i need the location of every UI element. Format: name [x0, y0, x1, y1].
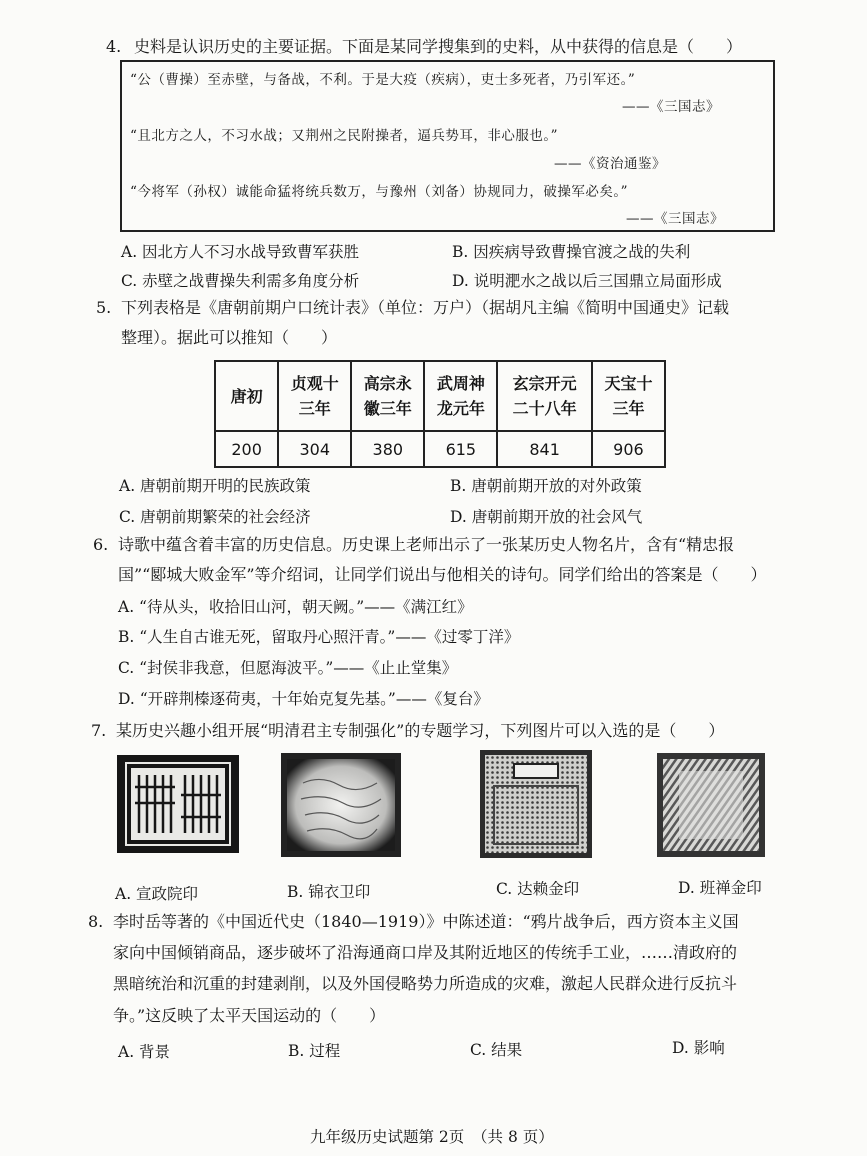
q7-option-d: D. 班禅金印	[678, 879, 762, 897]
table-header-cell: 高宗永 徽三年	[351, 361, 424, 431]
xuanzhengyuan-seal-image	[115, 753, 241, 855]
page-footer: 九年级历史试题第 2页 （共 8 页）	[310, 1128, 554, 1146]
q4-option-c: C. 赤壁之战曹操失利需多角度分析	[121, 272, 360, 290]
table-cell: 841	[497, 431, 592, 467]
q6-option-a: A. “待从头，收拾旧山河，朝天阙。”——《满江红》	[118, 598, 473, 616]
q8-option-a: A. 背景	[118, 1043, 171, 1061]
table-cell: 615	[424, 431, 497, 467]
table-cell: 906	[592, 431, 665, 467]
q4-option-a: A. 因北方人不习水战导致曹军获胜	[121, 243, 360, 261]
q7-option-c: C. 达赖金印	[496, 880, 580, 898]
jinyiwei-seal-image	[281, 753, 401, 857]
table-cell: 304	[278, 431, 351, 467]
q4-option-b: B. 因疾病导致曹操官渡之战的失利	[452, 243, 691, 261]
q6-option-b: B. “人生自古谁无死，留取丹心照汗青。”——《过零丁洋》	[118, 628, 520, 646]
q7-number: 7.	[91, 721, 107, 740]
q5-line-1: 下列表格是《唐朝前期户口统计表》（单位：万户）（据胡凡主编《简明中国通史》记载	[121, 298, 730, 317]
q5-option-d: D. 唐朝前期开放的社会风气	[450, 508, 643, 526]
table-header-row	[215, 361, 665, 431]
q8-option-b: B. 过程	[288, 1042, 341, 1060]
dalai-seal-image	[480, 750, 592, 858]
q8-line-2: 家向中国倾销商品，逐步破坏了沿海通商口岸及其附近地区的传统手工业，……清政府的	[113, 943, 738, 962]
q7-stem: 某历史兴趣小组开展“明清君主专制强化”的专题学习，下列图片可以入选的是（ ）	[116, 721, 725, 740]
table-header-cell: 武周神 龙元年	[424, 361, 497, 431]
q8-line-4: 争。”这反映了太平天国运动的（ ）	[113, 1006, 386, 1025]
q8-line-1: 李时岳等著的《中国近代史（1840—1919）》中陈述道：“鸦片战争后，西方资本主义国	[113, 912, 739, 931]
q8-option-c: C. 结果	[470, 1041, 523, 1059]
q5-option-a: A. 唐朝前期开明的民族政策	[119, 477, 311, 495]
q4-quote-3: “今将军（孙权）诚能命猛将统兵数万，与豫州（刘备）协规同力，破操军必矣。”	[130, 184, 629, 200]
table-cell: 200	[215, 431, 278, 467]
table-row	[215, 431, 665, 467]
banchan-seal-image	[657, 753, 765, 857]
q8-line-3: 黑暗统治和沉重的封建剥削，以及外国侵略势力所造成的灾难，激起人民群众进行反抗斗	[113, 974, 738, 993]
q7-option-b: B. 锦衣卫印	[287, 883, 371, 901]
q6-number: 6.	[93, 535, 109, 554]
q5-option-c: C. 唐朝前期繁荣的社会经济	[119, 508, 311, 526]
table-header-cell: 天宝十 三年	[592, 361, 665, 431]
q4-source-3: ——《三国志》	[626, 211, 724, 227]
q4-quote-2: “且北方之人，不习水战；又荆州之民附操者，逼兵势耳，非心服也。”	[130, 128, 559, 144]
table-header-cell: 唐初	[215, 361, 278, 431]
q4-number: 4.	[106, 37, 122, 56]
q5-line-2: 整理）。据此可以推知（ ）	[121, 328, 338, 347]
q4-stem: 史料是认识历史的主要证据。下面是某同学搜集到的史料，从中获得的信息是（ ）	[134, 37, 743, 56]
q4-source-2: ——《资治通鉴》	[554, 156, 666, 172]
q7-option-a: A. 宣政院印	[115, 885, 199, 903]
q8-number: 8.	[88, 912, 104, 931]
q4-quote-1: “公（曹操）至赤壁，与备战，不利。于是大疫（疾病），吏士多死者，乃引军还。”	[130, 72, 636, 88]
q5-option-b: B. 唐朝前期开放的对外政策	[450, 477, 642, 495]
q4-option-d: D. 说明淝水之战以后三国鼎立局面形成	[452, 272, 722, 290]
q8-option-d: D. 影响	[672, 1039, 725, 1057]
q4-source-1: ——《三国志》	[622, 99, 720, 115]
q6-line-2: 国”“郾城大败金军”等介绍词，让同学们说出与他相关的诗句。同学们给出的答案是（ ）	[118, 565, 767, 584]
q6-option-c: C. “封侯非我意，但愿海波平。”——《止止堂集》	[118, 659, 458, 677]
table-header-cell: 贞观十 三年	[278, 361, 351, 431]
q5-population-table	[214, 360, 666, 468]
table-header-cell: 玄宗开元 二十八年	[497, 361, 592, 431]
q6-line-1: 诗歌中蕴含着丰富的历史信息。历史课上老师出示了一张某历史人物名片，含有“精忠报	[118, 535, 735, 554]
table-cell: 380	[351, 431, 424, 467]
q5-number: 5.	[96, 298, 112, 317]
q6-option-d: D. “开辟荆榛逐荷夷，十年始克复先基。”——《复台》	[118, 690, 489, 708]
